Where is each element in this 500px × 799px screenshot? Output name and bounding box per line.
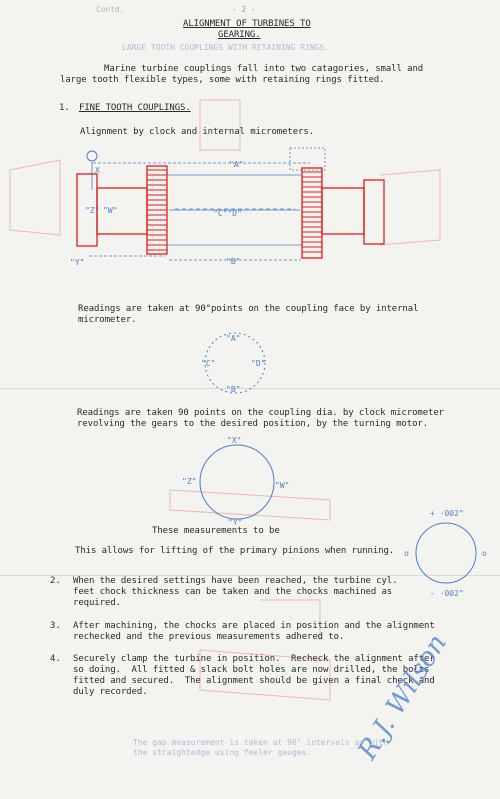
label-x: X [95,166,100,175]
contd-label: Contd. [96,5,125,14]
face-label-d: "D" [251,359,266,368]
intro-line: Marine turbine couplings fall into two catagories, small and [104,64,424,74]
page-number: - 2 - [232,5,256,14]
item-line: fitted and secured. The alignment should be given a final check and [73,676,435,686]
item-line: so doing. All fitted & slack bolt holes are now drilled, the bolts [73,665,430,675]
item-line: required. [73,598,121,608]
item-line: After machining, the chocks are placed in position and the alignment [73,621,435,631]
label-z: "Z" [85,206,100,215]
alignment-text: Alignment by clock and internal micrometers. [80,127,315,137]
face-label-a: "A" [226,334,241,343]
section-heading: FINE TOOTH COUPLINGS. [79,103,191,113]
bleed-through-text: the straightedge using feeler gauges. [133,748,312,757]
dia-label-z: "Z" [182,477,197,486]
face-label-b: "B" [226,385,241,394]
item-line: duly recorded. [73,687,148,697]
section-number: 1. [59,103,70,113]
lift-text: This allows for lifting of the primary pinions when running. [75,546,395,556]
face-reading-diagram [200,328,270,398]
label-y: "Y" [70,258,85,267]
item-number: 2. [50,576,61,586]
page-title: ALIGNMENT OF TURBINES TO [183,19,311,29]
tolerance-plus: + ·002" [430,509,464,518]
item-line: rechecked and the previous measurements adhered to. [73,632,345,642]
face-label-c: "C" [201,359,216,368]
tolerance-diagram [400,505,490,598]
label-a: "A" [229,160,244,169]
dia-label-y: "Y" [228,518,243,527]
tolerance-left-mark: o [404,549,409,558]
readings-internal-line: micrometer. [78,315,137,325]
readings-clock-line: Readings are taken 90 points on the coupling dia. by clock micrometer [77,408,444,418]
item-number: 3. [50,621,61,631]
item-line: When the desired settings have been reached, the turbine cyl. [73,576,398,586]
tolerance-right-mark: o [482,549,487,558]
label-cd: "C""D" [213,209,242,218]
label-b: "B" [226,257,241,266]
readings-internal-line: Readings are taken at 90°points on the coupling face by internal [78,304,419,314]
bleed-through-text: LARGE TOOTH COUPLINGS WITH RETAINING RINGS. [122,43,330,52]
signature: R.J. Wilson [352,629,453,765]
item-number: 4. [50,654,61,664]
label-w: "W" [103,206,118,215]
bleed-through-text: The gap measurement is taken at 90° intervals as with [133,738,389,747]
item-line: feet chock thickness can be taken and the chocks machined as [73,587,393,597]
item-line: Securely clamp the turbine in position. Recheck the alignment after [73,654,435,664]
readings-clock-line: revolving the gears to the desired position, by the turning motor. [77,419,429,429]
tolerance-minus: - ·002" [430,589,464,598]
coupling-diagram [65,140,385,270]
dia-label-w: "W" [275,481,290,490]
intro-line: large tooth flexible types, some with retaining rings fitted. [60,75,385,85]
dia-label-x: "X" [227,436,242,445]
measurements-text: These measurements to be [152,526,280,536]
diameter-reading-diagram [182,436,292,526]
page-title-line2: GEARING. [218,30,261,40]
